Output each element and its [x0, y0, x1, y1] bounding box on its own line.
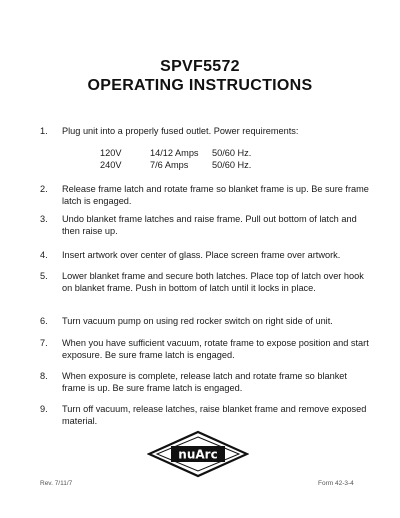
instruction-number: 6.: [40, 316, 48, 326]
page-title-model: SPVF5572: [160, 58, 240, 75]
frequency: 50/60 Hz.: [212, 148, 252, 158]
frequency: 50/60 Hz.: [212, 160, 252, 170]
instruction-number: 8.: [40, 371, 48, 381]
voltage: 240V: [100, 160, 122, 170]
instruction-text: Turn off vacuum, release latches, raise blanket frame and remove exposed material.: [62, 404, 367, 426]
form-number: Form 42-3-4: [318, 480, 354, 487]
instruction-number: 1.: [40, 126, 48, 136]
instruction-text: Insert artwork over center of glass. Place screen frame over artwork.: [62, 250, 341, 260]
instruction-text: When you have sufficient vacuum, rotate frame to expose position and start exposure. Be sure frame latch is engaged.: [62, 338, 369, 360]
instruction-text: Lower blanket frame and secure both latches. Place top of latch over hook on blanket frame. Push in bottom of latch until it locks in place.: [62, 271, 364, 293]
instruction-text: Undo blanket frame latches and raise frame. Pull out bottom of latch and then raise up.: [62, 214, 357, 236]
voltage: 120V: [100, 148, 122, 158]
page-title: OPERATING INSTRUCTIONS: [87, 77, 313, 94]
logo-graphic: [147, 430, 249, 478]
instruction-text: Release frame latch and rotate frame so blanket frame is up. Be sure frame latch is engaged.: [62, 184, 369, 206]
instruction-number: 3.: [40, 214, 48, 224]
instruction-number: 2.: [40, 184, 48, 194]
instruction-number: 5.: [40, 271, 48, 281]
instruction-text: Turn vacuum pump on using red rocker switch on right side of unit.: [62, 316, 333, 326]
revision-label: Rev. 7/11/7: [40, 480, 73, 487]
instruction-number: 9.: [40, 404, 48, 414]
instruction-number: 4.: [40, 250, 48, 260]
nuarc-logo: [147, 430, 249, 478]
instruction-text: When exposure is complete, release latch and rotate frame so blanket frame is up. Be sure frame latch is engaged.: [62, 371, 347, 393]
amps: 7/6 Amps: [150, 160, 189, 170]
instruction-text: Plug unit into a properly fused outlet. Power requirements:: [62, 126, 299, 136]
amps: 14/12 Amps: [150, 148, 199, 158]
logo-text: nuArc: [178, 447, 218, 462]
instruction-number: 7.: [40, 338, 48, 348]
